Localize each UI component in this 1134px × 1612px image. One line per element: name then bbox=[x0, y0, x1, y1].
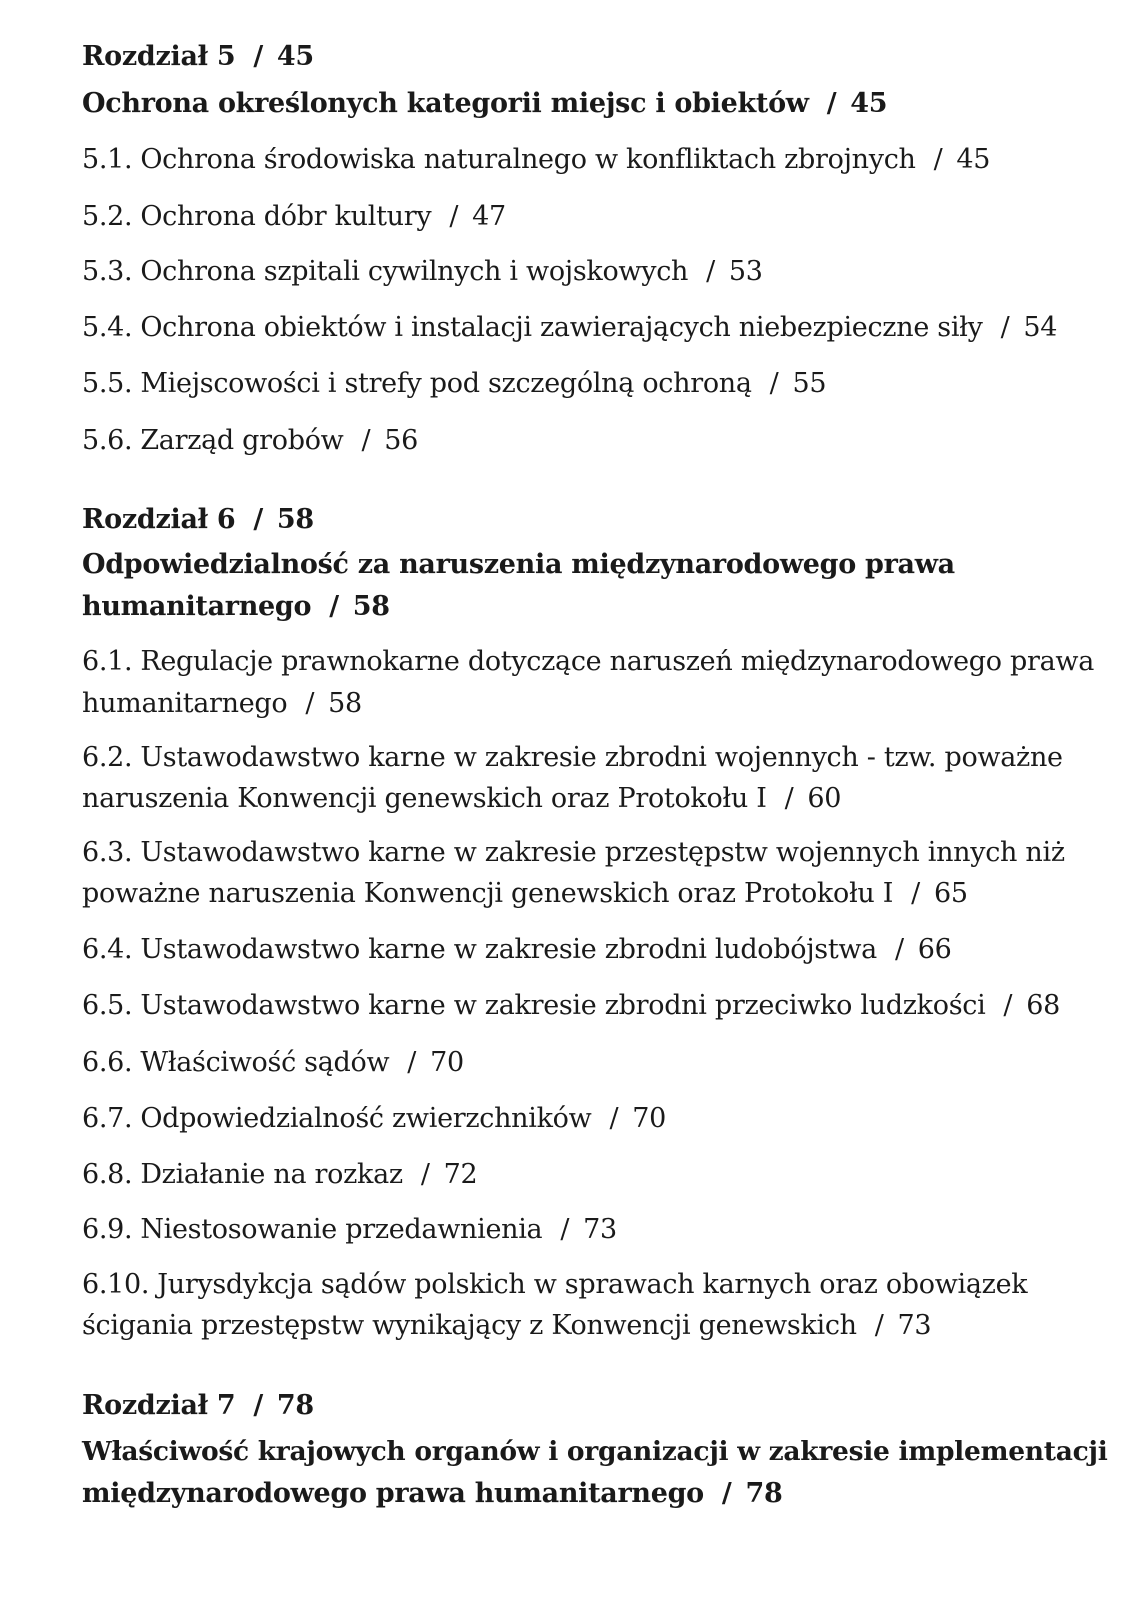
toc-entry: 5.5. Miejscowości i strefy pod szczególną ochroną / 55 bbox=[82, 368, 827, 399]
page-number: 56 bbox=[384, 425, 419, 456]
toc-entry: 6.4. Ustawodawstwo karne w zakresie zbrodni ludobójstwa / 66 bbox=[82, 934, 952, 965]
toc-entry-continuation: ścigania przestępstw wynikający z Konwencji genewskich / 73 bbox=[82, 1310, 932, 1341]
chapter-title: międzynarodowego prawa humanitarnego / 78 bbox=[82, 1478, 783, 1509]
page-number: 53 bbox=[728, 256, 763, 287]
page-number: 58 bbox=[352, 591, 390, 622]
page-number: 65 bbox=[933, 878, 968, 909]
toc-entry: 5.2. Ochrona dóbr kultury / 47 bbox=[82, 201, 506, 232]
toc-entry: 6.5. Ustawodawstwo karne w zakresie zbrodni przeciwko ludzkości / 68 bbox=[82, 990, 1060, 1021]
chapter-title: Właściwość krajowych organów i organizacji w zakresie implementacji bbox=[82, 1436, 1108, 1467]
page-number: 73 bbox=[583, 1214, 617, 1245]
chapter-title: Odpowiedzialność za naruszenia międzynarodowego prawa bbox=[82, 549, 955, 580]
toc-entry: 6.10. Jurysdykcja sądów polskich w sprawach karnych oraz obowiązek bbox=[82, 1269, 1028, 1300]
toc-entry: 5.6. Zarząd grobów / 56 bbox=[82, 425, 419, 456]
page-number: 54 bbox=[1023, 312, 1058, 343]
page-number: 72 bbox=[443, 1159, 478, 1190]
toc-entry: 6.3. Ustawodawstwo karne w zakresie przestępstw wojennych innych niż bbox=[82, 837, 1065, 868]
toc-entry: 5.4. Ochrona obiektów i instalacji zawierających niebezpieczne siły / 54 bbox=[82, 312, 1058, 343]
page-number: 73 bbox=[897, 1310, 932, 1341]
page-number: 70 bbox=[632, 1103, 666, 1134]
chapter-heading: Rozdział 5 / 45 bbox=[82, 41, 314, 72]
page-number: 45 bbox=[276, 41, 314, 72]
chapter-title: humanitarnego / 58 bbox=[82, 591, 390, 622]
toc-entry: 6.7. Odpowiedzialność zwierzchników / 70 bbox=[82, 1103, 666, 1134]
page-number: 58 bbox=[328, 688, 362, 719]
page-number: 58 bbox=[276, 504, 314, 535]
toc-entry: 6.8. Działanie na rozkaz / 72 bbox=[82, 1159, 478, 1190]
toc-entry: 6.9. Niestosowanie przedawnienia / 73 bbox=[82, 1214, 617, 1245]
page-number: 68 bbox=[1026, 990, 1060, 1021]
page-number: 78 bbox=[745, 1478, 783, 1509]
page-number: 78 bbox=[276, 1390, 314, 1421]
toc-entry: 5.3. Ochrona szpitali cywilnych i wojskowych / 53 bbox=[82, 256, 763, 287]
toc-entry: 6.1. Regulacje prawnokarne dotyczące naruszeń międzynarodowego prawa bbox=[82, 646, 1095, 677]
page-number: 66 bbox=[917, 934, 952, 965]
toc-entry-continuation: poważne naruszenia Konwencji genewskich oraz Protokołu I / 65 bbox=[82, 878, 968, 909]
toc-entry: 5.1. Ochrona środowiska naturalnego w konfliktach zbrojnych / 45 bbox=[82, 144, 991, 175]
chapter-label: Rozdział 6 bbox=[82, 504, 236, 535]
page-number: 45 bbox=[850, 88, 888, 119]
page-number: 47 bbox=[472, 201, 506, 232]
chapter-label: Rozdział 7 bbox=[82, 1390, 236, 1421]
toc-entry: 6.6. Właściwość sądów / 70 bbox=[82, 1047, 464, 1078]
page-number: 70 bbox=[430, 1047, 464, 1078]
chapter-heading: Rozdział 7 / 78 bbox=[82, 1390, 314, 1421]
toc-entry-continuation: humanitarnego / 58 bbox=[82, 688, 362, 719]
chapter-heading: Rozdział 6 / 58 bbox=[82, 504, 314, 535]
page-number: 55 bbox=[792, 368, 827, 399]
toc-entry-continuation: naruszenia Konwencji genewskich oraz Protokołu I / 60 bbox=[82, 783, 842, 814]
page-number: 45 bbox=[956, 144, 991, 175]
chapter-label: Rozdział 5 bbox=[82, 41, 236, 72]
page-number: 60 bbox=[807, 783, 842, 814]
toc-entry: 6.2. Ustawodawstwo karne w zakresie zbrodni wojennych - tzw. poważne bbox=[82, 742, 1063, 773]
chapter-title: Ochrona określonych kategorii miejsc i obiektów / 45 bbox=[82, 88, 888, 119]
